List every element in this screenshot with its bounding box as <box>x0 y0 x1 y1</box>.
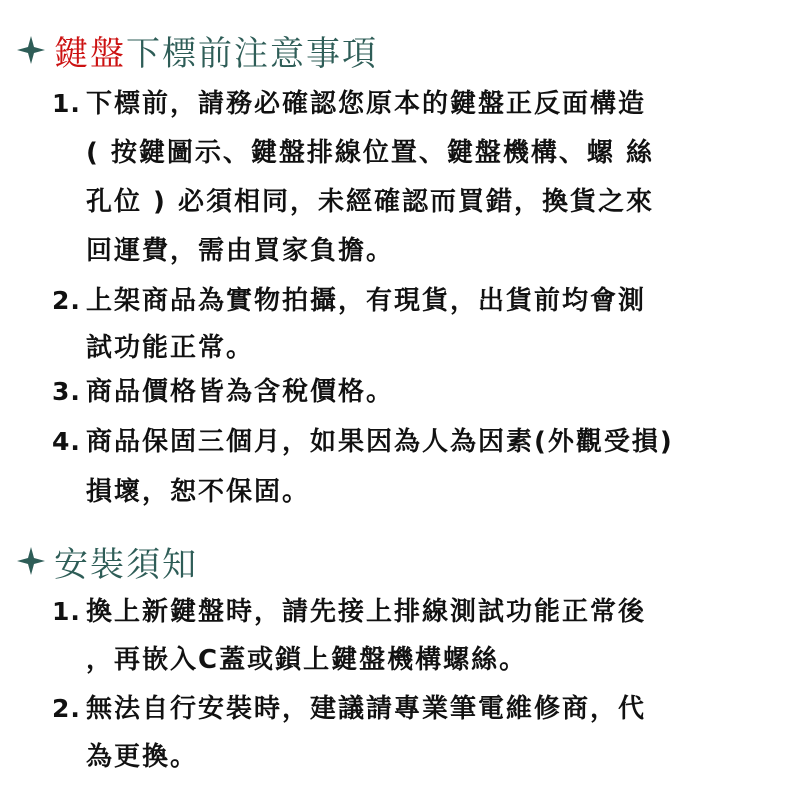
item-text-line: 回運費，需由買家負擔。 <box>86 236 395 266</box>
section-2-heading <box>14 537 198 585</box>
section-1-heading <box>14 26 378 74</box>
item-number: 3. <box>52 377 81 406</box>
four-point-star-icon <box>14 544 48 578</box>
item-text-line: 損壞，恕不保固。 <box>86 477 311 507</box>
item-text-line: ，再嵌入C蓋或鎖上鍵盤機構螺絲。 <box>86 645 528 675</box>
item-text-line: 為更換。 <box>86 742 199 772</box>
item-text-line: 試功能正常。 <box>86 333 255 363</box>
item-text-line: 孔位 ) 必須相同，未經確認而買錯，換貨之來 <box>86 187 654 217</box>
item-text-line: 上架商品為實物拍攝，有現貨，出貨前均會測 <box>86 286 647 316</box>
item-text-line: 商品保固三個月，如果因為人為因素(外觀受損) <box>86 427 674 457</box>
item-number: 1. <box>52 89 81 118</box>
item-text-line: 下標前，請務必確認您原本的鍵盤正反面構造 <box>86 89 647 119</box>
section-2-heading-title: 安裝須知 <box>54 544 198 585</box>
item-number: 2. <box>52 286 81 315</box>
item-number: 1. <box>52 597 81 626</box>
item-text-line: 商品價格皆為含稅價格。 <box>86 377 395 407</box>
item-number: 4. <box>52 427 81 456</box>
item-text-line: ( 按鍵圖示、鍵盤排線位置、鍵盤機構、螺 絲 <box>86 138 654 168</box>
section-1-heading-keyword: 鍵盤 <box>54 33 126 74</box>
four-point-star-icon <box>14 33 48 67</box>
item-number: 2. <box>52 694 81 723</box>
item-text-line: 換上新鍵盤時，請先接上排線測試功能正常後 <box>86 597 647 627</box>
section-1-heading-title: 下標前注意事項 <box>126 33 378 74</box>
item-text-line: 無法自行安裝時，建議請專業筆電維修商，代 <box>86 694 647 724</box>
